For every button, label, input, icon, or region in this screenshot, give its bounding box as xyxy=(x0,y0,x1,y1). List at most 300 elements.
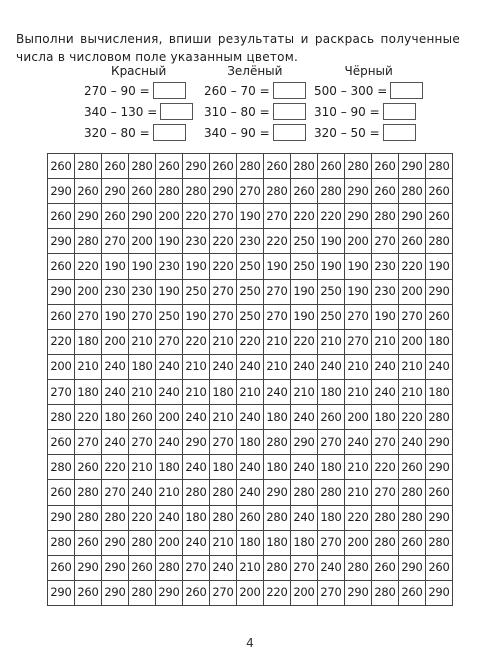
grid-cell[interactable]: 240 xyxy=(399,430,426,455)
grid-cell[interactable]: 200 xyxy=(75,279,102,304)
grid-cell[interactable]: 180 xyxy=(102,405,129,430)
grid-cell[interactable]: 280 xyxy=(264,555,291,580)
grid-cell[interactable]: 240 xyxy=(237,480,264,505)
grid-cell[interactable]: 200 xyxy=(399,329,426,354)
grid-cell[interactable]: 280 xyxy=(48,530,75,555)
grid-cell[interactable]: 260 xyxy=(291,179,318,204)
grid-cell[interactable]: 190 xyxy=(102,254,129,279)
grid-cell[interactable]: 280 xyxy=(183,179,210,204)
grid-cell[interactable]: 200 xyxy=(48,354,75,379)
grid-cell[interactable]: 230 xyxy=(129,279,156,304)
grid-cell[interactable]: 280 xyxy=(399,480,426,505)
grid-cell[interactable]: 250 xyxy=(291,229,318,254)
grid-cell[interactable]: 250 xyxy=(318,279,345,304)
grid-cell[interactable]: 180 xyxy=(426,329,453,354)
grid-cell[interactable]: 230 xyxy=(183,229,210,254)
grid-cell[interactable]: 280 xyxy=(48,455,75,480)
task-column-black xyxy=(314,62,423,143)
grid-cell[interactable]: 210 xyxy=(210,530,237,555)
grid-cell[interactable]: 220 xyxy=(75,254,102,279)
grid-cell[interactable]: 260 xyxy=(372,555,399,580)
grid-cell[interactable]: 180 xyxy=(318,455,345,480)
task-row xyxy=(314,80,423,101)
grid-cell[interactable]: 290 xyxy=(399,204,426,229)
grid-cell[interactable]: 260 xyxy=(75,530,102,555)
grid-cell[interactable]: 240 xyxy=(183,455,210,480)
grid-cell[interactable]: 280 xyxy=(75,505,102,530)
grid-cell[interactable]: 240 xyxy=(291,405,318,430)
grid-cell[interactable]: 220 xyxy=(318,204,345,229)
grid-cell[interactable]: 180 xyxy=(264,530,291,555)
grid-cell[interactable]: 240 xyxy=(291,354,318,379)
grid-cell[interactable]: 280 xyxy=(264,505,291,530)
grid-cell[interactable]: 270 xyxy=(345,329,372,354)
grid-cell[interactable]: 260 xyxy=(129,179,156,204)
grid-cell[interactable]: 220 xyxy=(210,254,237,279)
grid-cell[interactable]: 260 xyxy=(210,154,237,179)
grid-cell[interactable]: 290 xyxy=(183,430,210,455)
grid-cell[interactable]: 270 xyxy=(345,304,372,329)
grid-cell[interactable]: 290 xyxy=(48,229,75,254)
grid-cell[interactable]: 280 xyxy=(318,179,345,204)
grid-cell[interactable]: 260 xyxy=(426,555,453,580)
grid-cell[interactable]: 290 xyxy=(102,580,129,605)
grid-cell[interactable]: 180 xyxy=(129,354,156,379)
grid-cell[interactable]: 260 xyxy=(129,555,156,580)
grid-cell[interactable]: 230 xyxy=(156,254,183,279)
grid-cell[interactable]: 240 xyxy=(372,354,399,379)
grid-cell[interactable]: 260 xyxy=(48,204,75,229)
grid-cell[interactable]: 280 xyxy=(75,229,102,254)
grid-cell[interactable]: 270 xyxy=(210,304,237,329)
grid-cell[interactable]: 280 xyxy=(75,480,102,505)
grid-cell[interactable]: 270 xyxy=(183,555,210,580)
grid-cell[interactable]: 290 xyxy=(48,279,75,304)
color-label-black: Чёрный xyxy=(344,64,393,78)
grid-cell[interactable]: 280 xyxy=(426,229,453,254)
grid-cell[interactable]: 260 xyxy=(372,179,399,204)
grid-cell[interactable]: 250 xyxy=(156,304,183,329)
grid-row xyxy=(48,379,453,404)
grid-cell[interactable]: 270 xyxy=(318,430,345,455)
grid-cell[interactable]: 240 xyxy=(156,505,183,530)
grid-cell[interactable]: 260 xyxy=(75,580,102,605)
grid-cell[interactable]: 220 xyxy=(399,254,426,279)
grid-cell[interactable]: 280 xyxy=(264,430,291,455)
grid-cell[interactable]: 290 xyxy=(426,580,453,605)
grid-cell[interactable]: 280 xyxy=(291,154,318,179)
grid-cell[interactable]: 190 xyxy=(237,204,264,229)
grid-cell[interactable]: 190 xyxy=(345,279,372,304)
task-row xyxy=(204,80,306,101)
grid-cell[interactable]: 290 xyxy=(183,154,210,179)
grid-cell[interactable]: 280 xyxy=(264,179,291,204)
grid-cell[interactable]: 270 xyxy=(75,304,102,329)
grid-cell[interactable]: 220 xyxy=(345,505,372,530)
grid-cell[interactable]: 270 xyxy=(210,430,237,455)
grid-cell[interactable]: 270 xyxy=(156,329,183,354)
grid-cell[interactable]: 200 xyxy=(237,580,264,605)
color-label-green: Зелёный xyxy=(227,64,283,78)
grid-cell[interactable]: 230 xyxy=(102,279,129,304)
grid-cell[interactable]: 270 xyxy=(102,480,129,505)
grid-cell[interactable]: 260 xyxy=(48,304,75,329)
grid-cell[interactable]: 190 xyxy=(345,254,372,279)
grid-cell[interactable]: 290 xyxy=(48,179,75,204)
task-expression: 320 – 80 = xyxy=(84,125,150,140)
answer-box[interactable] xyxy=(160,103,193,120)
grid-cell[interactable]: 290 xyxy=(426,455,453,480)
grid-cell[interactable]: 210 xyxy=(264,329,291,354)
grid-cell[interactable]: 200 xyxy=(399,279,426,304)
color-label-red: Красный xyxy=(111,64,167,78)
grid-cell[interactable]: 240 xyxy=(372,379,399,404)
grid-cell[interactable]: 280 xyxy=(48,405,75,430)
grid-cell[interactable]: 270 xyxy=(264,279,291,304)
grid-cell[interactable]: 190 xyxy=(129,254,156,279)
grid-cell[interactable]: 270 xyxy=(264,304,291,329)
grid-cell[interactable]: 210 xyxy=(345,379,372,404)
grid-cell[interactable]: 210 xyxy=(183,354,210,379)
grid-cell[interactable]: 250 xyxy=(183,279,210,304)
grid-cell[interactable]: 220 xyxy=(264,580,291,605)
grid-cell[interactable]: 290 xyxy=(345,580,372,605)
grid-cell[interactable]: 280 xyxy=(345,154,372,179)
grid-cell[interactable]: 270 xyxy=(318,580,345,605)
grid-cell[interactable]: 280 xyxy=(426,530,453,555)
grid-cell[interactable]: 290 xyxy=(156,580,183,605)
grid-cell[interactable]: 180 xyxy=(156,455,183,480)
grid-cell[interactable]: 290 xyxy=(345,179,372,204)
grid-cell[interactable]: 270 xyxy=(372,430,399,455)
grid-cell[interactable]: 230 xyxy=(372,279,399,304)
grid-cell[interactable]: 240 xyxy=(237,455,264,480)
grid-cell[interactable]: 290 xyxy=(426,505,453,530)
grid-cell[interactable]: 280 xyxy=(75,154,102,179)
grid-cell[interactable]: 260 xyxy=(264,154,291,179)
instructions-text: Выполни вычисления, впиши результаты и раскрась полученные числа в числовом поле указанным цветом. xyxy=(16,32,460,64)
grid-cell[interactable]: 190 xyxy=(426,254,453,279)
task-row xyxy=(314,101,423,122)
grid-cell[interactable]: 180 xyxy=(318,505,345,530)
grid-cell[interactable]: 270 xyxy=(129,304,156,329)
answer-box[interactable] xyxy=(273,82,306,99)
grid-cell[interactable]: 240 xyxy=(156,379,183,404)
task-expression: 270 – 90 = xyxy=(84,83,150,98)
grid-cell[interactable]: 270 xyxy=(264,204,291,229)
grid-cell[interactable]: 220 xyxy=(183,204,210,229)
grid-cell[interactable]: 280 xyxy=(318,480,345,505)
grid-cell[interactable]: 240 xyxy=(345,430,372,455)
grid-cell[interactable]: 260 xyxy=(426,304,453,329)
grid-cell[interactable]: 240 xyxy=(237,405,264,430)
grid-row xyxy=(48,179,453,204)
grid-cell[interactable]: 200 xyxy=(129,229,156,254)
grid-cell[interactable]: 210 xyxy=(183,379,210,404)
grid-row xyxy=(48,204,453,229)
answer-box[interactable] xyxy=(153,82,186,99)
grid-cell[interactable]: 280 xyxy=(399,505,426,530)
grid-cell[interactable]: 200 xyxy=(345,229,372,254)
grid-cell[interactable]: 290 xyxy=(75,555,102,580)
grid-cell[interactable]: 270 xyxy=(318,530,345,555)
grid-cell[interactable]: 220 xyxy=(183,329,210,354)
grid-cell[interactable]: 260 xyxy=(318,405,345,430)
grid-cell[interactable]: 210 xyxy=(291,379,318,404)
task-expression: 310 – 80 = xyxy=(204,104,270,119)
grid-cell[interactable]: 260 xyxy=(372,154,399,179)
grid-cell[interactable]: 270 xyxy=(237,179,264,204)
grid-cell[interactable]: 270 xyxy=(372,229,399,254)
answer-box[interactable] xyxy=(273,103,306,120)
grid-cell[interactable]: 240 xyxy=(102,379,129,404)
answer-box[interactable] xyxy=(390,82,423,99)
grid-cell[interactable]: 270 xyxy=(75,430,102,455)
grid-cell[interactable]: 190 xyxy=(102,304,129,329)
grid-cell[interactable]: 260 xyxy=(102,204,129,229)
grid-cell[interactable]: 190 xyxy=(156,229,183,254)
grid-cell[interactable]: 290 xyxy=(399,154,426,179)
task-expression: 340 – 130 = xyxy=(84,104,158,119)
grid-cell[interactable]: 280 xyxy=(372,530,399,555)
grid-cell[interactable]: 280 xyxy=(183,480,210,505)
grid-cell[interactable]: 250 xyxy=(291,254,318,279)
grid-cell[interactable]: 220 xyxy=(291,204,318,229)
grid-cell[interactable]: 290 xyxy=(102,530,129,555)
grid-cell[interactable]: 260 xyxy=(75,179,102,204)
grid-cell[interactable]: 280 xyxy=(345,555,372,580)
grid-cell[interactable]: 200 xyxy=(156,530,183,555)
grid-cell[interactable]: 180 xyxy=(75,329,102,354)
task-expression: 320 – 50 = xyxy=(314,125,380,140)
grid-cell[interactable]: 280 xyxy=(426,405,453,430)
answer-box[interactable] xyxy=(153,124,186,141)
grid-cell[interactable]: 260 xyxy=(48,430,75,455)
grid-cell[interactable]: 260 xyxy=(75,455,102,480)
grid-cell[interactable]: 240 xyxy=(183,405,210,430)
grid-cell[interactable]: 240 xyxy=(291,505,318,530)
grid-cell[interactable]: 200 xyxy=(156,204,183,229)
grid-cell[interactable]: 260 xyxy=(48,555,75,580)
grid-cell[interactable]: 260 xyxy=(237,505,264,530)
grid-cell[interactable]: 190 xyxy=(318,254,345,279)
grid-cell[interactable]: 260 xyxy=(129,405,156,430)
grid-cell[interactable]: 280 xyxy=(210,505,237,530)
grid-cell[interactable]: 270 xyxy=(291,555,318,580)
grid-cell[interactable]: 290 xyxy=(426,430,453,455)
grid-cell[interactable]: 180 xyxy=(426,379,453,404)
grid-cell[interactable]: 210 xyxy=(210,405,237,430)
grid-cell[interactable]: 220 xyxy=(75,405,102,430)
grid-cell[interactable]: 290 xyxy=(48,505,75,530)
grid-cell[interactable]: 210 xyxy=(264,354,291,379)
grid-cell[interactable]: 290 xyxy=(291,430,318,455)
grid-cell[interactable]: 290 xyxy=(102,555,129,580)
grid-cell[interactable]: 260 xyxy=(48,480,75,505)
grid-cell[interactable]: 280 xyxy=(372,580,399,605)
grid-cell[interactable]: 210 xyxy=(210,329,237,354)
task-expression: 260 – 70 = xyxy=(204,83,270,98)
grid-cell[interactable]: 240 xyxy=(156,430,183,455)
task-row xyxy=(84,80,193,101)
grid-cell[interactable]: 210 xyxy=(237,555,264,580)
grid-cell[interactable]: 290 xyxy=(264,480,291,505)
grid-cell[interactable]: 210 xyxy=(372,329,399,354)
grid-cell[interactable]: 220 xyxy=(210,229,237,254)
grid-cell[interactable]: 270 xyxy=(102,229,129,254)
grid-cell[interactable]: 200 xyxy=(102,329,129,354)
grid-cell[interactable]: 200 xyxy=(345,405,372,430)
grid-cell[interactable]: 290 xyxy=(426,279,453,304)
grid-cell[interactable]: 190 xyxy=(372,304,399,329)
grid-cell[interactable]: 190 xyxy=(291,279,318,304)
grid-cell[interactable]: 280 xyxy=(426,154,453,179)
grid-cell[interactable]: 280 xyxy=(156,179,183,204)
grid-cell[interactable]: 220 xyxy=(264,229,291,254)
grid-cell[interactable]: 180 xyxy=(210,379,237,404)
grid-cell[interactable]: 280 xyxy=(156,555,183,580)
grid-cell[interactable]: 260 xyxy=(48,154,75,179)
grid-cell[interactable]: 220 xyxy=(399,405,426,430)
grid-cell[interactable]: 260 xyxy=(399,455,426,480)
grid-cell[interactable]: 240 xyxy=(183,530,210,555)
grid-cell[interactable]: 270 xyxy=(129,430,156,455)
answer-box[interactable] xyxy=(383,103,416,120)
grid-cell[interactable]: 270 xyxy=(210,580,237,605)
grid-cell[interactable]: 290 xyxy=(210,179,237,204)
grid-cell[interactable]: 260 xyxy=(426,204,453,229)
grid-cell[interactable]: 210 xyxy=(75,354,102,379)
grid-cell[interactable]: 190 xyxy=(183,304,210,329)
grid-cell[interactable]: 190 xyxy=(183,254,210,279)
grid-cell[interactable]: 190 xyxy=(291,304,318,329)
grid-cell[interactable]: 200 xyxy=(291,580,318,605)
grid-cell[interactable]: 220 xyxy=(291,329,318,354)
grid-cell[interactable]: 260 xyxy=(399,580,426,605)
grid-cell[interactable]: 260 xyxy=(102,154,129,179)
grid-cell[interactable]: 180 xyxy=(75,379,102,404)
grid-cell[interactable]: 280 xyxy=(129,530,156,555)
grid-cell[interactable]: 210 xyxy=(129,379,156,404)
grid-cell[interactable]: 210 xyxy=(345,455,372,480)
grid-cell[interactable]: 290 xyxy=(129,204,156,229)
grid-cell[interactable]: 260 xyxy=(318,154,345,179)
grid-cell[interactable]: 180 xyxy=(237,530,264,555)
grid-cell[interactable]: 240 xyxy=(264,379,291,404)
grid-cell[interactable]: 180 xyxy=(210,455,237,480)
grid-cell[interactable]: 290 xyxy=(75,204,102,229)
grid-cell[interactable]: 280 xyxy=(399,179,426,204)
grid-cell[interactable]: 240 xyxy=(291,455,318,480)
grid-cell[interactable]: 180 xyxy=(291,530,318,555)
grid-cell[interactable]: 270 xyxy=(372,480,399,505)
grid-cell[interactable]: 240 xyxy=(102,354,129,379)
grid-row xyxy=(48,154,453,179)
grid-cell[interactable]: 220 xyxy=(372,455,399,480)
grid-cell[interactable]: 210 xyxy=(399,354,426,379)
grid-cell[interactable]: 270 xyxy=(210,204,237,229)
grid-cell[interactable]: 250 xyxy=(237,304,264,329)
grid-cell[interactable]: 200 xyxy=(345,530,372,555)
grid-cell[interactable]: 240 xyxy=(129,480,156,505)
grid-cell[interactable]: 260 xyxy=(183,580,210,605)
grid-cell[interactable]: 180 xyxy=(237,430,264,455)
grid-cell[interactable]: 260 xyxy=(426,179,453,204)
grid-cell[interactable]: 290 xyxy=(102,179,129,204)
grid-cell[interactable]: 220 xyxy=(48,329,75,354)
grid-cell[interactable]: 190 xyxy=(156,279,183,304)
grid-cell[interactable]: 280 xyxy=(129,154,156,179)
grid-cell[interactable]: 280 xyxy=(372,204,399,229)
grid-cell[interactable]: 260 xyxy=(399,229,426,254)
grid-cell[interactable]: 230 xyxy=(372,254,399,279)
grid-cell[interactable]: 210 xyxy=(156,480,183,505)
grid-cell[interactable]: 210 xyxy=(237,379,264,404)
grid-cell[interactable]: 280 xyxy=(129,580,156,605)
grid-row xyxy=(48,455,453,480)
grid-cell[interactable]: 210 xyxy=(345,480,372,505)
grid-cell[interactable]: 210 xyxy=(345,354,372,379)
answer-box[interactable] xyxy=(273,124,306,141)
grid-cell[interactable]: 250 xyxy=(237,279,264,304)
grid-cell[interactable]: 260 xyxy=(426,480,453,505)
grid-cell[interactable]: 280 xyxy=(237,154,264,179)
grid-cell[interactable]: 280 xyxy=(372,505,399,530)
grid-cell[interactable]: 180 xyxy=(318,379,345,404)
grid-cell[interactable]: 240 xyxy=(210,354,237,379)
task-column-green xyxy=(204,62,306,143)
grid-cell[interactable]: 240 xyxy=(318,555,345,580)
grid-cell[interactable]: 240 xyxy=(237,354,264,379)
grid-cell[interactable]: 210 xyxy=(318,329,345,354)
grid-cell[interactable]: 210 xyxy=(129,329,156,354)
grid-cell[interactable]: 240 xyxy=(318,354,345,379)
grid-cell[interactable]: 180 xyxy=(264,405,291,430)
grid-cell[interactable]: 280 xyxy=(210,480,237,505)
answer-box[interactable] xyxy=(383,124,416,141)
grid-cell[interactable]: 220 xyxy=(129,505,156,530)
grid-cell[interactable]: 260 xyxy=(156,154,183,179)
grid-cell[interactable]: 200 xyxy=(156,405,183,430)
grid-cell[interactable]: 220 xyxy=(102,455,129,480)
grid-cell[interactable]: 230 xyxy=(237,229,264,254)
grid-cell[interactable]: 180 xyxy=(183,505,210,530)
grid-cell[interactable]: 240 xyxy=(156,354,183,379)
grid-cell[interactable]: 220 xyxy=(237,329,264,354)
grid-cell[interactable]: 260 xyxy=(48,254,75,279)
grid-cell[interactable]: 180 xyxy=(264,455,291,480)
grid-cell[interactable]: 250 xyxy=(318,304,345,329)
grid-cell[interactable]: 280 xyxy=(102,505,129,530)
grid-cell[interactable]: 270 xyxy=(48,379,75,404)
grid-cell[interactable]: 240 xyxy=(426,354,453,379)
grid-cell[interactable]: 240 xyxy=(210,555,237,580)
grid-cell[interactable]: 270 xyxy=(399,304,426,329)
grid-cell[interactable]: 210 xyxy=(129,455,156,480)
grid-cell[interactable]: 190 xyxy=(264,254,291,279)
grid-cell[interactable]: 270 xyxy=(210,279,237,304)
grid-cell[interactable]: 290 xyxy=(345,204,372,229)
grid-cell[interactable]: 290 xyxy=(48,580,75,605)
grid-cell[interactable]: 180 xyxy=(372,405,399,430)
grid-cell[interactable]: 280 xyxy=(291,480,318,505)
grid-cell[interactable]: 210 xyxy=(399,379,426,404)
grid-cell[interactable]: 290 xyxy=(399,555,426,580)
grid-cell[interactable]: 190 xyxy=(318,229,345,254)
grid-cell[interactable]: 240 xyxy=(102,430,129,455)
grid-cell[interactable]: 250 xyxy=(237,254,264,279)
grid-cell[interactable]: 260 xyxy=(399,530,426,555)
